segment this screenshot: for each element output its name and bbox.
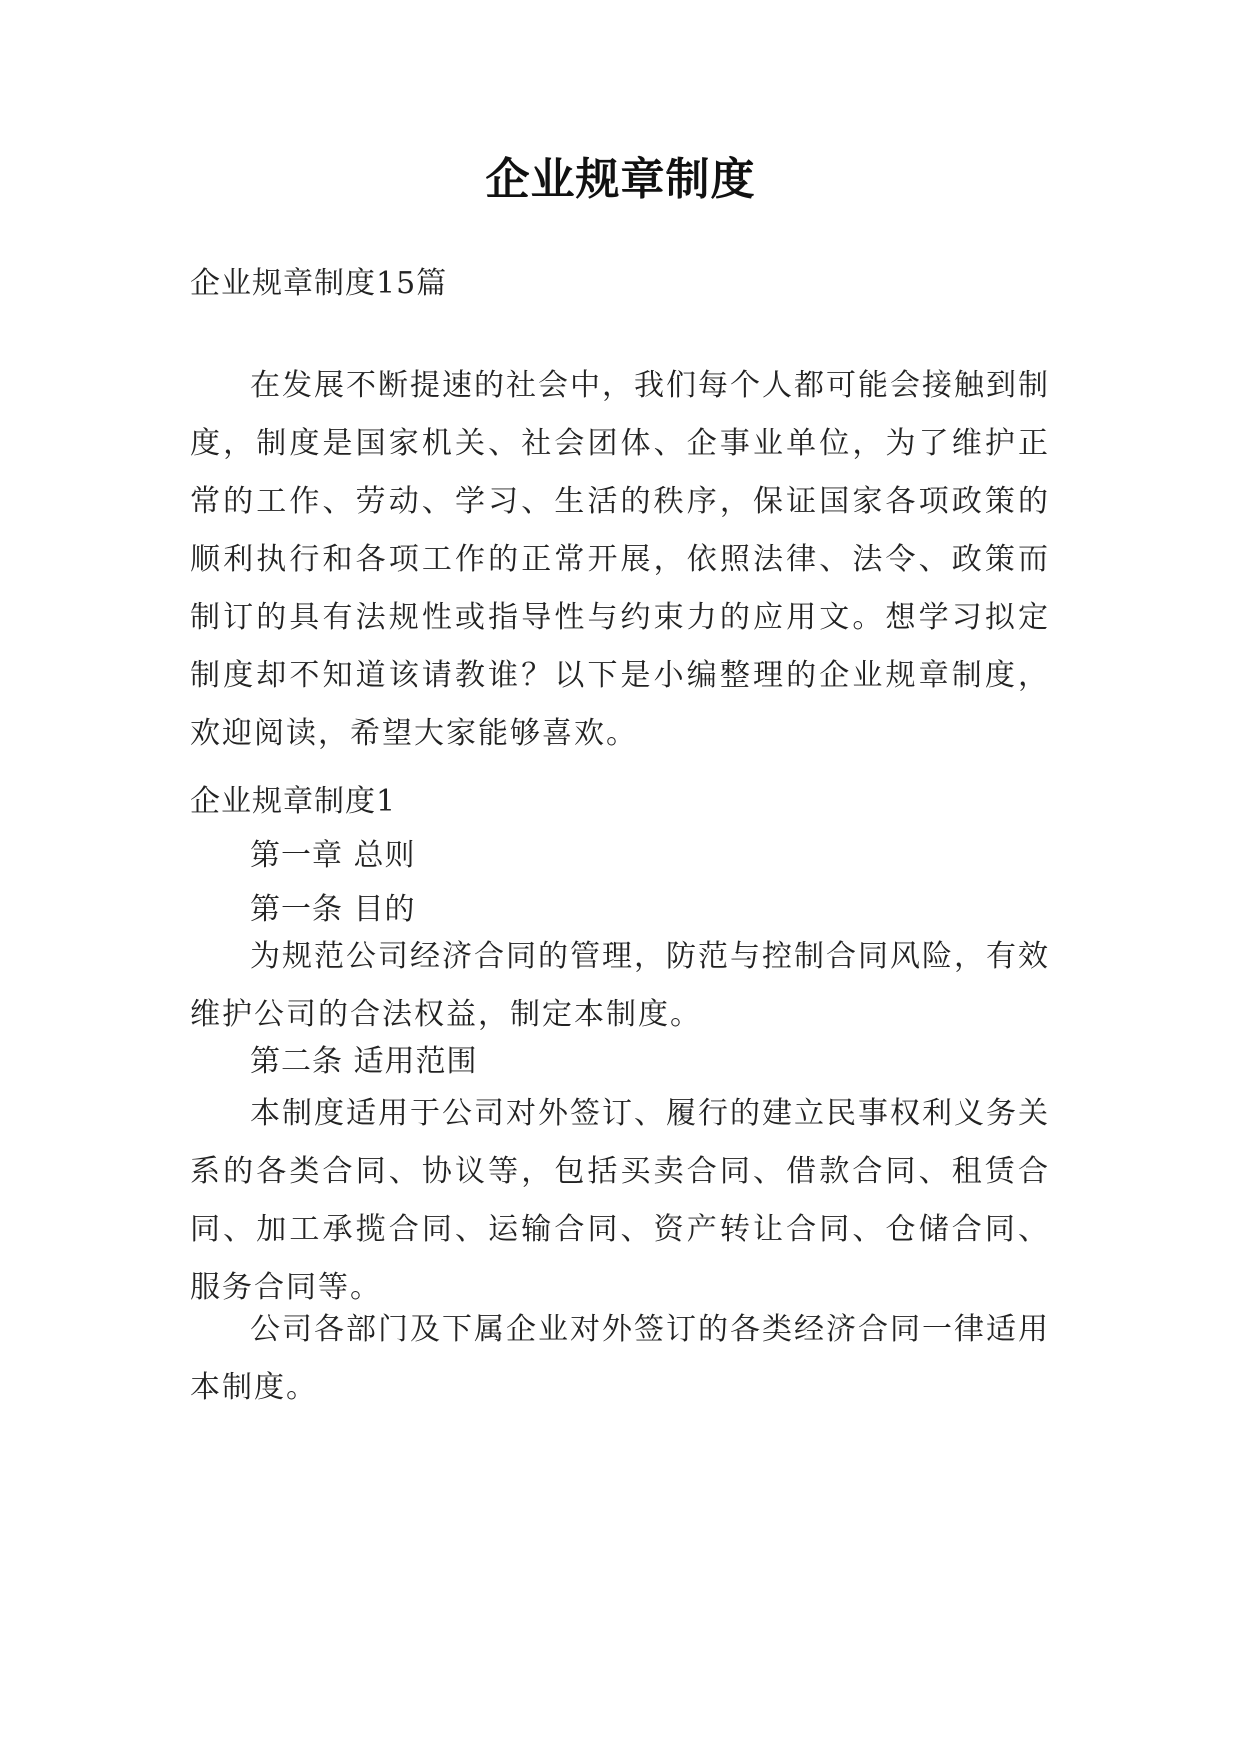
document-subtitle: 企业规章制度15篇	[190, 266, 448, 301]
document-title: 企业规章制度	[485, 154, 756, 205]
article-1-paragraph: 为规范公司经济合同的管理，防范与控制合同风险，有效维护公司的合法权益，制定本制度。	[190, 939, 1050, 1032]
article-1-heading: 第一条 目的	[250, 892, 416, 927]
intro-paragraph: 在发展不断提速的社会中，我们每个人都可能会接触到制度，制度是国家机关、社会团体、企事业单位，为了维护正常的工作、劳动、学习、生活的秩序，保证国家各项政策的顺利执行和各项工作的正常开展，依照法律、法令、政策而制订的具有法规性或指导性与约束力的应用文。想学习拟定制度却不知道该请教谁？以下是小编整理的企业规章制度，欢迎阅读，希望大家能够喜欢。	[190, 368, 1050, 751]
article-2-paragraph-2: 公司各部门及下属企业对外签订的各类经济合同一律适用本制度。	[190, 1312, 1050, 1405]
article-2-heading: 第二条 适用范围	[250, 1044, 478, 1079]
chapter-heading: 第一章 总则	[250, 838, 416, 873]
article-2-paragraph: 本制度适用于公司对外签订、履行的建立民事权利义务关系的各类合同、协议等，包括买卖合同、借款合同、租赁合同、加工承揽合同、运输合同、资产转让合同、仓储合同、服务合同等。	[190, 1096, 1050, 1305]
section-heading: 企业规章制度1	[190, 784, 397, 819]
